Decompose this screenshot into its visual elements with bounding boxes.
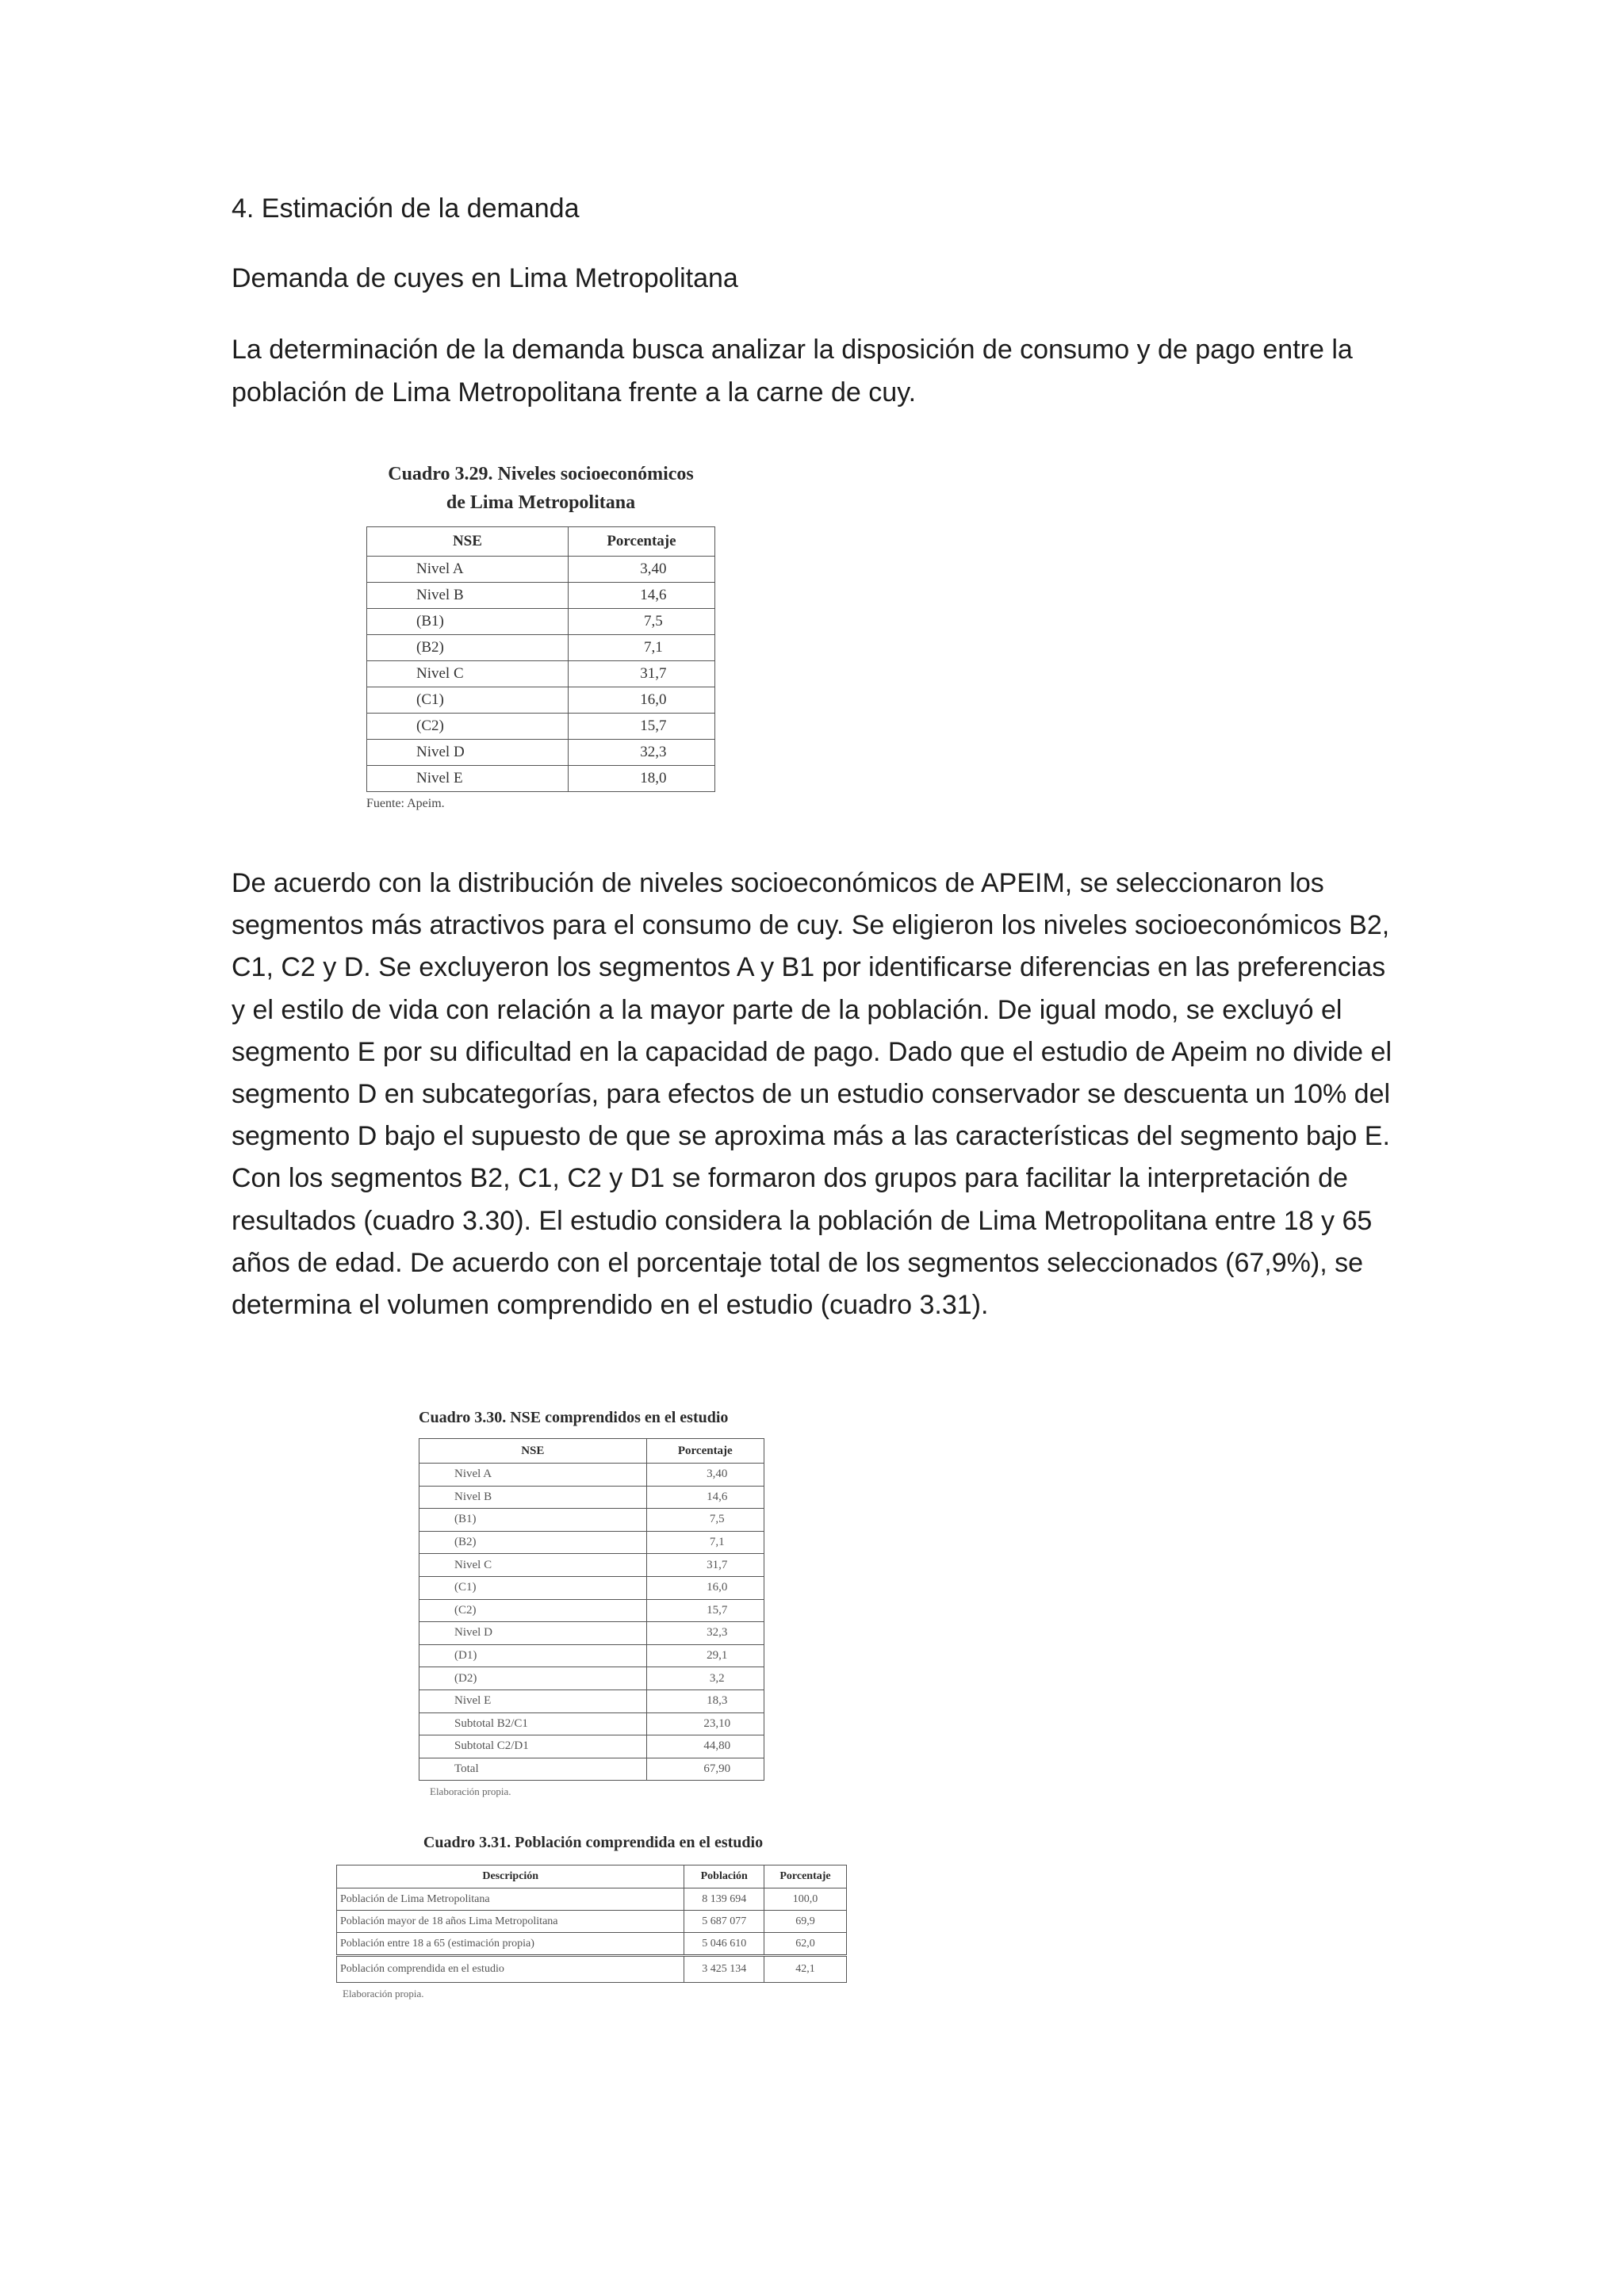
header-porcentaje: Porcentaje [568,527,714,557]
intro-paragraph: La determinación de la demanda busca analizar la disposición de consumo y de pago entre la población de Lima Metropolitana frente a la carne de cuy. [232,335,1353,408]
table-row [367,740,715,766]
population-cell: 8 139 694 [684,1888,764,1911]
percent-cell: 100,0 [764,1888,846,1911]
table-3-31 [336,1831,850,2000]
population-cell: 5 046 610 [684,1933,764,1956]
table-row [367,557,715,583]
header-poblacion: Población [684,1866,764,1888]
percent-cell: 3,2 [646,1667,764,1690]
table-header-row [337,1866,847,1888]
table-row [419,1599,764,1622]
table-row [419,1464,764,1487]
nse-cell: Nivel D [367,740,569,766]
percent-cell: 18,0 [568,766,714,792]
section-subheading: Demanda de cuyes en Lima Metropolitana [232,263,738,293]
nse-cell: Nivel A [367,557,569,583]
nse-cell: (D2) [419,1667,647,1690]
percent-cell: 18,3 [646,1689,764,1712]
nse-cell: Nivel E [367,766,569,792]
table-row [419,1758,764,1781]
nse-cell: (C1) [367,687,569,714]
header-porcentaje: Porcentaje [646,1439,764,1464]
population-cell: 3 425 134 [684,1956,764,1983]
percent-cell: 23,10 [646,1712,764,1735]
nse-cell: Subtotal C2/D1 [419,1735,647,1758]
percent-cell: 31,7 [568,661,714,687]
table-row [367,714,715,740]
nse-cell: (C1) [419,1576,647,1599]
table-3-29-grid [366,526,715,792]
table-row [367,766,715,792]
table-row [419,1509,764,1532]
table-row [419,1531,764,1554]
table-row [419,1735,764,1758]
table-row [419,1622,764,1645]
header-nse: NSE [419,1439,647,1464]
nse-cell: Nivel A [419,1464,647,1487]
percent-cell: 16,0 [568,687,714,714]
table-row [337,1888,847,1911]
nse-cell: Nivel C [419,1554,647,1577]
body-paragraph: De acuerdo con la distribución de niveles socioeconómicos de APEIM, se seleccionaron los segmentos más atractivos para el consumo de cuy. Se eligieron los niveles socioeconómicos B2, C1, C2 y D. Se excluyeron los segmentos A y B1 por identificarse diferencias en las preferencias y el estilo de vida con relación a la mayor parte de la población. De igual modo, se excluyó el segmento E por su dificultad en la capacidad de pago. Dado que el estudio de Apeim no divide el segmento D en subcategorías, para efectos de un estudio conservador se descuenta un 10% del segmento D bajo el supuesto de que se aproxima más a las características del segmento bajo E. Con los segmentos B2, C1, C2 y D1 se formaron dos grupos para facilitar la interpretación de resultados (cuadro 3.30). El estudio considera la población de Lima Metropolitana entre 18 y 65 años de edad. De acuerdo con el porcentaje total de los segmentos seleccionados (67,9%), se determina el volumen comprendido en el estudio (cuadro 3.31). [232,868,1392,1321]
description-cell: Población entre 18 a 65 (estimación propia) [337,1933,684,1956]
table-row [419,1689,764,1712]
header-nse: NSE [367,527,569,557]
table-row [419,1554,764,1577]
description-cell: Población comprendida en el estudio [337,1956,684,1983]
percent-cell: 3,40 [568,557,714,583]
nse-cell: Subtotal B2/C1 [419,1712,647,1735]
table-3-30-grid [419,1438,764,1781]
header-descripcion: Descripción [337,1866,684,1888]
percent-cell: 14,6 [646,1486,764,1509]
percent-cell: 15,7 [568,714,714,740]
percent-cell: 31,7 [646,1554,764,1577]
table-3-30-title: Cuadro 3.30. NSE comprendidos en el estudio [419,1409,729,1426]
description-cell: Población de Lima Metropolitana [337,1888,684,1911]
table-row [367,635,715,661]
nse-cell: (C2) [419,1599,647,1622]
percent-cell: 14,6 [568,583,714,609]
table-row [419,1644,764,1667]
table-3-29-title [366,460,715,517]
table-3-30-source: Elaboración propia. [430,1785,511,1798]
nse-cell: (C2) [367,714,569,740]
table-3-29-source: Fuente: Apeim. [366,797,445,810]
table-3-31-source: Elaboración propia. [343,1988,424,1999]
percent-cell: 15,7 [646,1599,764,1622]
nse-cell: Nivel C [367,661,569,687]
percent-cell: 7,1 [568,635,714,661]
percent-cell: 7,1 [646,1531,764,1554]
nse-cell: (B2) [419,1531,647,1554]
table-row [367,661,715,687]
table-row [419,1576,764,1599]
percent-cell: 16,0 [646,1576,764,1599]
table-row [419,1667,764,1690]
percent-cell: 62,0 [764,1933,846,1956]
table-row [337,1911,847,1933]
nse-cell: (B2) [367,635,569,661]
table-3-29-title-line1: Cuadro 3.29. Niveles socioeconómicos [388,464,694,484]
nse-cell: Nivel B [419,1486,647,1509]
nse-cell: (B1) [367,609,569,635]
table-header-row [419,1439,764,1464]
table-row [337,1956,847,1983]
nse-cell: Nivel B [367,583,569,609]
table-row [419,1486,764,1509]
percent-cell: 32,3 [568,740,714,766]
table-3-29 [366,460,715,811]
table-row [367,583,715,609]
table-row [419,1712,764,1735]
percent-cell: 67,90 [646,1758,764,1781]
table-header-row [367,527,715,557]
percent-cell: 7,5 [568,609,714,635]
header-porcentaje: Porcentaje [764,1866,846,1888]
population-cell: 5 687 077 [684,1911,764,1933]
percent-cell: 44,80 [646,1735,764,1758]
table-3-30 [419,1406,768,1798]
nse-cell: (B1) [419,1509,647,1532]
nse-cell: (D1) [419,1644,647,1667]
table-row [337,1933,847,1956]
percent-cell: 29,1 [646,1644,764,1667]
nse-cell: Total [419,1758,647,1781]
description-cell: Población mayor de 18 años Lima Metropolitana [337,1911,684,1933]
percent-cell: 69,9 [764,1911,846,1933]
section-heading: 4. Estimación de la demanda [232,193,580,224]
table-row [367,687,715,714]
table-3-31-title: Cuadro 3.31. Población comprendida en el estudio [423,1834,764,1851]
percent-cell: 7,5 [646,1509,764,1532]
nse-cell: Nivel D [419,1622,647,1645]
percent-cell: 3,40 [646,1464,764,1487]
percent-cell: 32,3 [646,1622,764,1645]
table-3-29-title-line2: de Lima Metropolitana [446,492,636,513]
nse-cell: Nivel E [419,1689,647,1712]
table-row [367,609,715,635]
table-3-31-grid [336,1865,847,1983]
percent-cell: 42,1 [764,1956,846,1983]
